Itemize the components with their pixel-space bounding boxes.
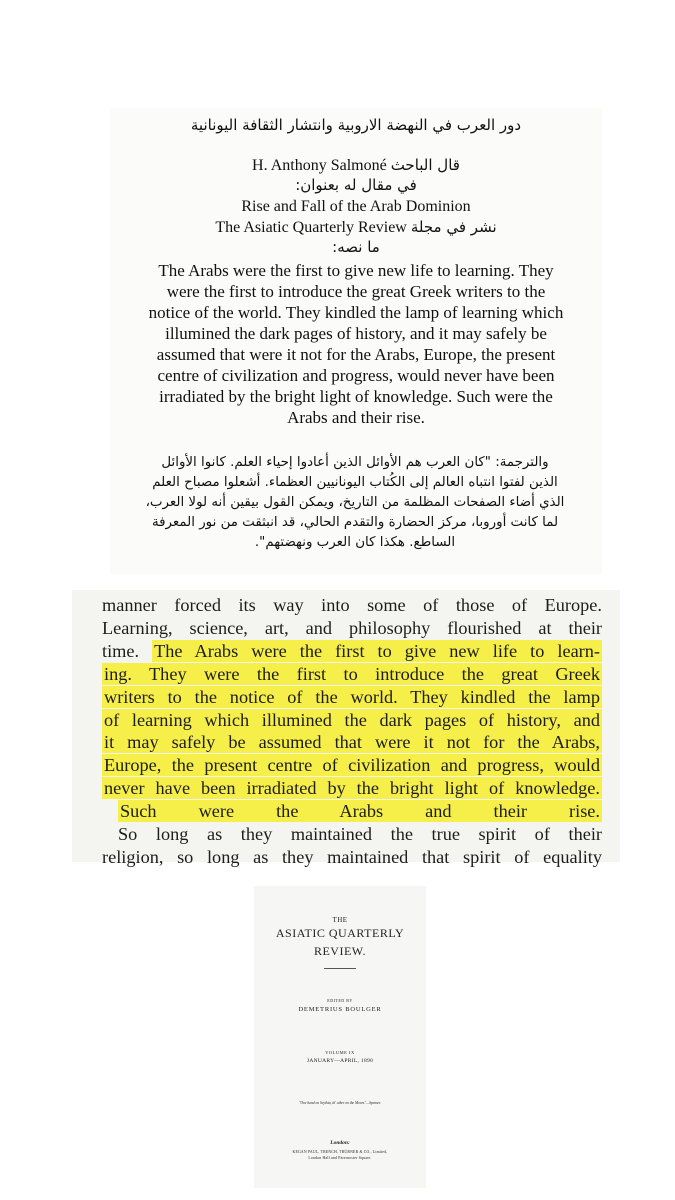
highlighted-text: writers to the notice of the world. They kindled the lamp xyxy=(104,686,600,707)
scan-line-text: Learning, science, art, and philosophy flourished at their xyxy=(102,617,602,638)
quote-line: notice of the world. They kindled the lamp of learning which xyxy=(148,303,564,322)
journal-line xyxy=(110,218,602,237)
scan-line xyxy=(102,640,602,663)
highlighted-text: of learning which illumined the dark pages of history, and xyxy=(104,709,600,730)
quote-line: assumed that were it not for the Arabs, Europe, the present xyxy=(156,345,556,364)
quote-line: centre of civilization and progress, would never have been xyxy=(157,366,555,385)
translation-line: الذين لفتوا انتباه العالم إلى الكُتاب اليونانيين العظماء. أشعلوا مصباح العلم xyxy=(152,475,558,490)
scan-line xyxy=(102,617,602,640)
journal-name: The Asiatic Quarterly Review xyxy=(215,219,407,236)
scan-line xyxy=(102,663,602,686)
scan-line-text: So long as they maintained the true spirit of their xyxy=(118,824,602,845)
scan-line xyxy=(102,800,602,823)
scan-line xyxy=(102,686,602,709)
edited-by: EDITED BY xyxy=(327,998,353,1003)
scan-text xyxy=(102,594,602,869)
scan-line-lead: time. xyxy=(102,640,153,661)
author-name: H. Anthony Salmoné xyxy=(252,157,387,174)
book-scan-excerpt xyxy=(72,590,620,867)
scan-line xyxy=(102,709,602,732)
arabic-title: دور العرب في النهضة الاروبية وانتشار الثقافة اليونانية xyxy=(190,116,522,134)
article-title: Rise and Fall of the Arab Dominion xyxy=(241,198,471,215)
scan-line-text: manner forced its way into some of those of Europe. xyxy=(102,595,602,615)
scan-line xyxy=(102,754,602,777)
text-intro-ar: ما نصه: xyxy=(332,238,380,256)
scan-line-text: religion, so long as they maintained that spirit of equality xyxy=(102,846,602,867)
publisher-city: London: xyxy=(330,1140,350,1146)
divider xyxy=(324,968,356,969)
quote-line: irradiated by the bright light of knowledge. Such were the xyxy=(159,387,553,406)
author-line xyxy=(110,156,602,175)
scan-line xyxy=(102,823,602,846)
journal-label-ar: نشر في مجلة xyxy=(410,218,497,236)
article-intro-ar: في مقال له بعنوان: xyxy=(295,176,417,194)
editor-name: DEMETRIUS BOULGER xyxy=(298,1006,382,1013)
english-quote xyxy=(84,260,628,428)
quote-line: were the first to introduce the great Greek writers to the xyxy=(166,282,546,301)
scan-line xyxy=(102,594,602,617)
publisher-name: KEGAN PAUL, TRENCH, TRÜBNER & CO., Limited, xyxy=(292,1150,388,1154)
quote-line: The Arabs were the first to give new life to learning. They xyxy=(158,261,554,280)
typed-quote-card xyxy=(110,108,602,574)
quote-line: Arabs and their rise. xyxy=(287,408,425,427)
scan-line xyxy=(102,846,602,869)
highlighted-text: never have been irradiated by the bright light of knowledge. xyxy=(104,778,600,799)
highlighted-text: ing. They were the first to introduce the great Greek xyxy=(104,663,600,684)
journal-title-line2: REVIEW. xyxy=(313,944,367,958)
highlighted-text: Such were the Arabs and their rise. xyxy=(120,801,600,822)
journal-title-line1: ASIATIC QUARTERLY xyxy=(275,926,405,940)
translation-line: الذي أضاء الصفحات المظلمة من التاريخ، ويمكن القول بيقين أنه لولا العرب، xyxy=(145,495,565,510)
scan-line xyxy=(102,731,602,754)
motto: "One hand on Scythia, th' other on the Moors"—Spenser. xyxy=(298,1101,382,1105)
quote-line: illumined the dark pages of history, and it may safely be xyxy=(165,324,547,343)
author-label-ar: قال الباحث xyxy=(390,156,460,174)
issue-date: JANUARY—APRIL, 1890 xyxy=(306,1058,374,1064)
translation-line: الساطع. هكذا كان العرب ونهضتهم". xyxy=(254,535,456,550)
scan-line xyxy=(102,777,602,800)
highlighted-text: it may safely be assumed that were it not for the Arabs, xyxy=(104,732,600,753)
title-the: THE xyxy=(332,916,348,924)
highlighted-text: Europe, the present centre of civilization and progress, would xyxy=(104,755,600,776)
journal-title-page xyxy=(254,886,426,1188)
translation-line: لما كانت أوروبا، مركز الحضارة والتقدم الحالي، قد انبثقت من نور المعرفة xyxy=(151,515,559,530)
translation-line: والترجمة: "كان العرب هم الأوائل الذين أعادوا إحياء العلم. كانوا الأوائل xyxy=(161,455,549,470)
arabic-translation xyxy=(114,453,596,553)
volume-label: VOLUME IX xyxy=(325,1050,355,1055)
publisher-address: London Hall and Paternoster Square. xyxy=(308,1156,372,1160)
highlighted-text: The Arabs were the first to give new life to learn- xyxy=(154,640,600,661)
